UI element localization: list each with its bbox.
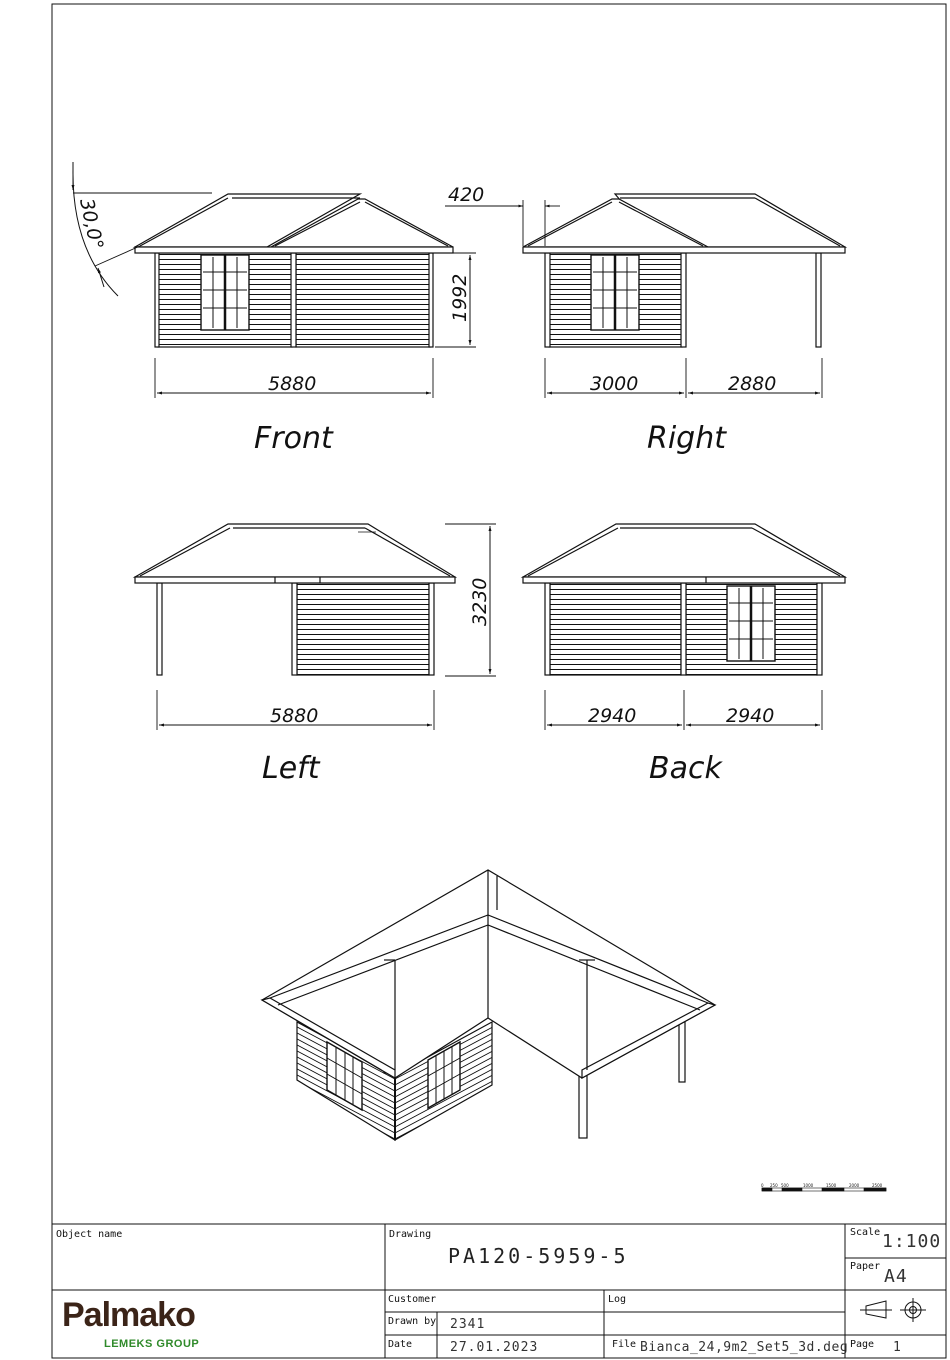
right-view-title: Right — [647, 421, 726, 456]
scale-bar — [762, 1188, 886, 1191]
back-wall-left — [550, 583, 681, 675]
back-width-a-label: 2940 — [588, 705, 637, 727]
scale-tick: 1000 — [803, 1183, 814, 1188]
drawing-number: PA120-5959-5 — [448, 1244, 629, 1268]
page-label: Page — [850, 1339, 875, 1350]
log-label: Log — [608, 1294, 627, 1305]
scale-label: Scale — [850, 1227, 881, 1238]
paper-value: A4 — [884, 1266, 908, 1287]
front-height-label: 1992 — [449, 273, 471, 322]
front-wall-right — [296, 253, 430, 347]
scale-value: 1:100 — [882, 1231, 942, 1252]
left-wall — [297, 583, 429, 675]
customer-label: Customer — [388, 1294, 437, 1305]
page-frame — [52, 4, 946, 1358]
back-view — [523, 524, 845, 730]
scale-tick: 0 — [761, 1183, 764, 1188]
date-value: 27.01.2023 — [450, 1340, 539, 1355]
drawn-by-value: 2341 — [450, 1317, 486, 1332]
right-width-b-label: 2880 — [728, 373, 777, 395]
left-view — [135, 524, 496, 730]
projection-symbol-icon — [860, 1298, 926, 1322]
scale-tick: 2500 — [872, 1183, 883, 1188]
left-post — [157, 583, 162, 675]
right-width-a-label: 3000 — [590, 373, 639, 395]
right-post — [816, 253, 821, 347]
file-label: File — [612, 1339, 637, 1350]
file-value: Bianca_24,9m2_Set5_3d.deg — [640, 1340, 849, 1355]
back-roof — [523, 524, 845, 577]
scale-tick: 500 — [781, 1183, 789, 1188]
right-overhang-label: 420 — [448, 184, 485, 206]
left-height-label: 3230 — [469, 577, 491, 626]
object-name-label: Object name — [56, 1229, 123, 1240]
paper-label: Paper — [850, 1261, 881, 1272]
front-view-title: Front — [254, 421, 333, 456]
iso-post-3 — [679, 1022, 685, 1082]
left-width-label: 5880 — [270, 705, 319, 727]
back-width-b-label: 2940 — [726, 705, 775, 727]
right-view — [445, 194, 845, 398]
company-logo-subtext: LEMEKS GROUP — [104, 1338, 200, 1350]
front-width-label: 5880 — [268, 373, 317, 395]
date-label: Date — [388, 1339, 413, 1350]
front-angle-label: 30,0° — [75, 196, 108, 252]
left-roof-main — [135, 524, 455, 577]
scale-bar-ticks — [761, 1183, 883, 1188]
isometric-view — [262, 870, 715, 1140]
front-view — [73, 162, 476, 398]
drawn-by-label: Drawn by — [388, 1316, 437, 1327]
left-view-title: Left — [262, 751, 320, 786]
page-value: 1 — [893, 1340, 902, 1355]
back-view-title: Back — [649, 751, 722, 786]
drawing-label: Drawing — [389, 1229, 432, 1240]
company-logo: Palmako — [62, 1296, 195, 1334]
scale-tick: 250 — [770, 1183, 778, 1188]
scale-tick: 2000 — [849, 1183, 860, 1188]
scale-tick: 1500 — [826, 1183, 837, 1188]
